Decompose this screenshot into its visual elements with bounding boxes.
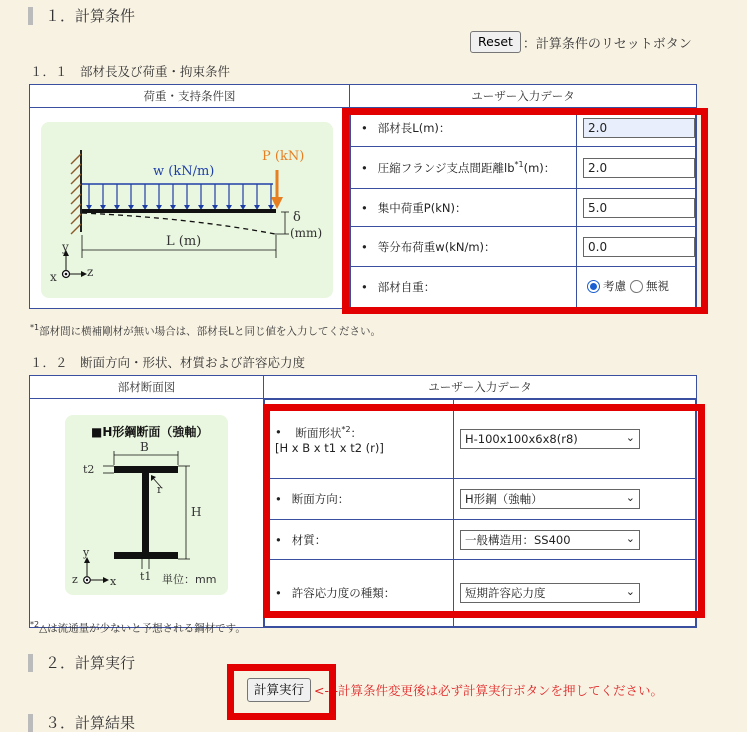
x-axis-label: x [50, 270, 57, 284]
run-calculation-button[interactable]: 計算実行 [247, 678, 311, 702]
subsection-1-2-title: １．２ 断面方向・形状、材質および許容応力度 [30, 355, 306, 370]
highlight-box-section-inputs [263, 404, 705, 618]
section-3-title: ３．計算結果 [28, 714, 135, 732]
reset-row [470, 31, 692, 53]
allowable-stress-select[interactable]: 短期許容応力度 ⌄ [460, 583, 640, 603]
b-label: B [140, 440, 149, 454]
col-header-figure: 荷重・支持条件図 [30, 85, 350, 108]
t2-label: t2 [83, 463, 95, 476]
reset-button[interactable]: Reset [470, 31, 521, 53]
material-label: • 材質： [265, 520, 454, 560]
shape-label: • 断面形状$^{*2}$： [H x B x t1 x t2 (r)] [265, 400, 454, 479]
highlight-box-run-button [227, 664, 336, 720]
run-message: <---計算条件変更後は必ず計算実行ボタンを押してください。 [314, 683, 664, 698]
point-load-label: • 集中荷重P(kN)： [351, 189, 577, 227]
y-axis-label: y [62, 240, 69, 254]
note-1: $^{*1}$部材間に横補剛材が無い場合は、部材長Lと同じ値を入力してください。 [30, 323, 381, 338]
p-label: P (kN) [262, 149, 305, 164]
unit-label: 単位：mm [162, 573, 217, 586]
subsection-1-1-title: １．１ 部材長及び荷重・拘束条件 [30, 64, 231, 79]
material-select[interactable]: 一般構造用：SS400 ⌄ [460, 530, 640, 550]
l-label: L (m) [166, 234, 202, 249]
delta-label: δ [293, 210, 301, 225]
direction-label: • 断面方向： [265, 479, 454, 520]
z-label: z [72, 573, 78, 586]
allowable-stress-label: • 許容応力度の種類： [265, 560, 454, 627]
z-axis-label: z [87, 265, 94, 279]
y-label: y [83, 546, 90, 559]
col-header-section-figure: 部材断面図 [30, 376, 264, 399]
h-section-title: ■H形鋼断面（強軸） [91, 425, 209, 439]
length-input[interactable]: 2.0 [583, 118, 695, 138]
direction-select[interactable]: H形鋼（強軸） ⌄ [460, 489, 640, 509]
note-2: $^{*2}$△は流通量が少ないと予想される鋼材です。 [30, 620, 246, 635]
highlight-box-load-inputs [342, 108, 708, 314]
load-diagram [41, 122, 333, 298]
radio-ignore-label: 無視 [646, 279, 669, 294]
shape-select[interactable]: H-100x100x6x8(r8) ⌄ [460, 429, 640, 449]
col-header-input: ユーザー入力データ [350, 85, 697, 108]
section-1-title: １．計算条件 [28, 7, 135, 25]
distributed-load-input[interactable]: 0.0 [583, 237, 695, 257]
self-weight-label: • 部材自重： [351, 267, 577, 308]
radio-consider-label: 考慮 [603, 279, 626, 294]
lb-label: • 圧縮フランジ支点間距離$lb^{*1}(m)$： [351, 147, 577, 189]
w-label: w (kN/m) [153, 164, 215, 179]
mm-label: (mm) [290, 226, 323, 240]
length-label: • 部材長L(m)： [351, 109, 577, 147]
h-label: H [191, 505, 202, 519]
section-2-title: ２．計算実行 [28, 654, 135, 672]
lb-input[interactable]: 2.0 [583, 158, 695, 178]
h-section-diagram [65, 415, 228, 595]
t1-label: t1 [140, 570, 152, 583]
reset-description: ：計算条件のリセットボタン [522, 36, 692, 52]
distributed-load-label: • 等分布荷重w(kN/m)： [351, 227, 577, 267]
col-header-section-input: ユーザー入力データ [264, 376, 697, 399]
r-label: r [157, 483, 163, 496]
point-load-input[interactable]: 5.0 [583, 198, 695, 218]
x-label: x [110, 575, 117, 588]
